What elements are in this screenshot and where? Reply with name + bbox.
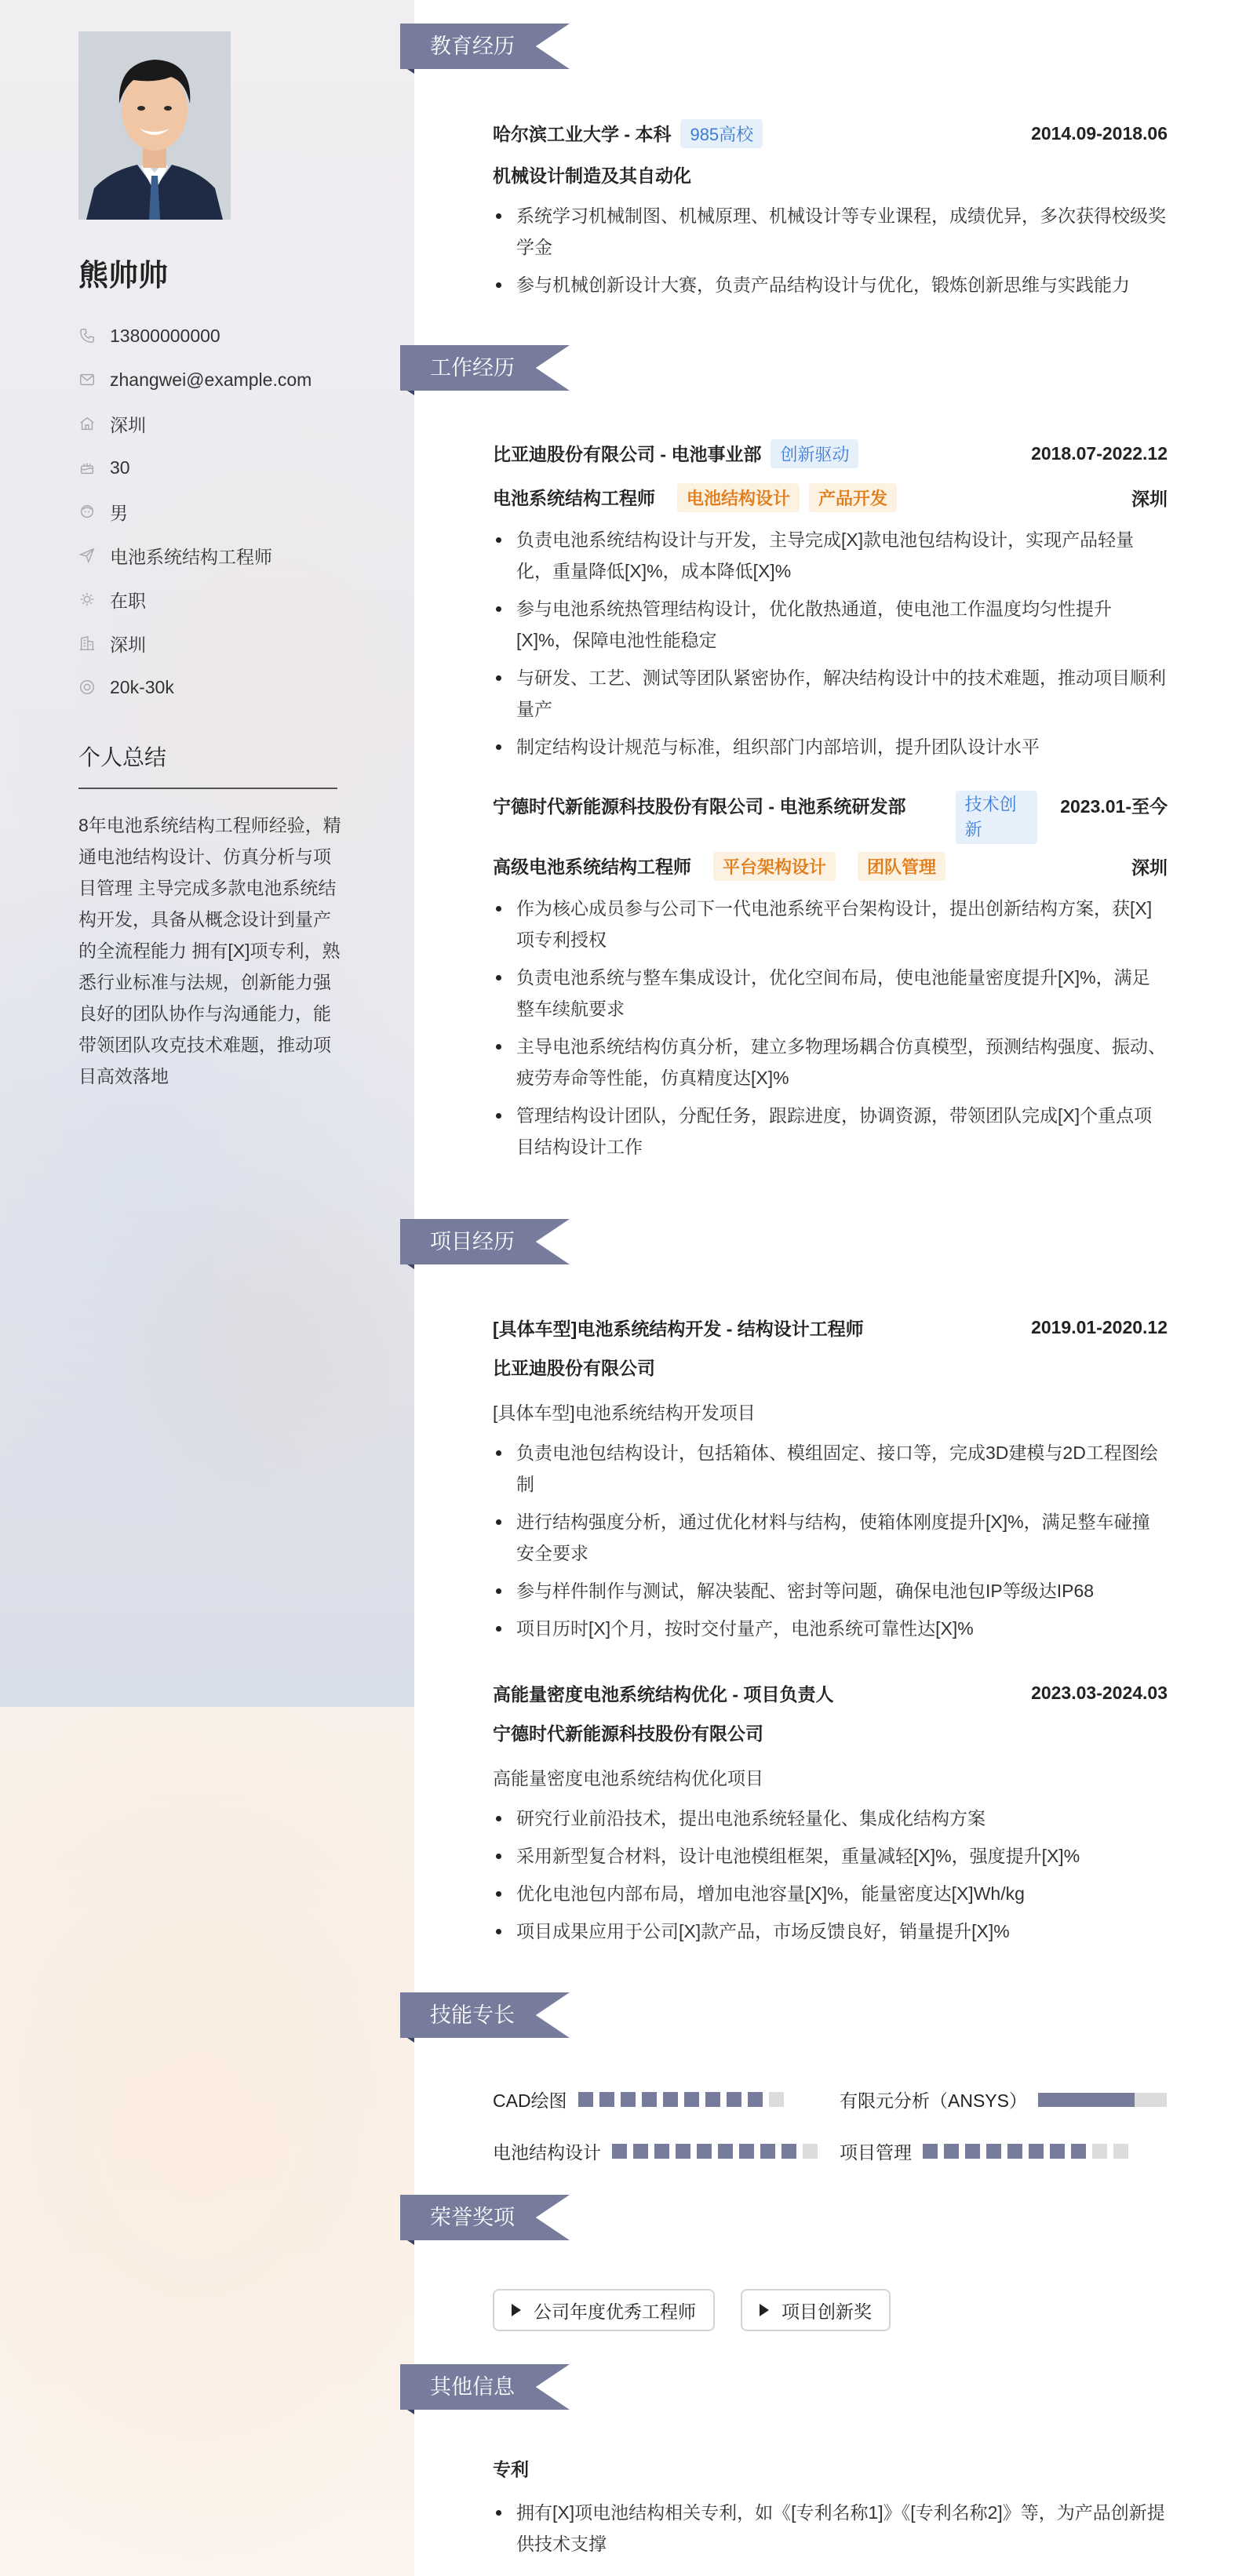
skill-level-square xyxy=(739,2144,754,2159)
job-location: 深圳 xyxy=(1131,857,1168,878)
project-title: [具体车型]电池系统结构开发 - 结构设计工程师 xyxy=(493,1318,864,1339)
list-item: 进行结构强度分析，通过优化材料与结构，使箱体刚度提升[X]%，满足整车碰撞安全要求 xyxy=(493,1506,1168,1569)
honor-label: 项目创新奖 xyxy=(781,2301,872,2322)
job-location: 深圳 xyxy=(1131,488,1168,509)
skill-name: 有限元分析（ANSYS） xyxy=(840,2090,1027,2111)
skill-level-square xyxy=(642,2092,657,2107)
info-hometown: 深圳 xyxy=(110,414,146,435)
section-header-honors xyxy=(400,2195,570,2240)
skill-level-squares xyxy=(612,2144,818,2159)
project-bullets xyxy=(493,1803,1168,1947)
section-header-work xyxy=(400,345,570,391)
work-bullets xyxy=(493,893,1168,1162)
skill-level-bar xyxy=(1038,2093,1167,2107)
list-item: 负责电池系统与整车集成设计，优化空间布局，使电池能量密度提升[X]%，满足整车续航要求 xyxy=(493,962,1168,1024)
skill-level-square xyxy=(697,2144,712,2159)
work-entry-1 xyxy=(493,436,1168,762)
skill-level-square xyxy=(718,2144,733,2159)
city-icon xyxy=(78,635,96,652)
list-item: 与研发、工艺、测试等团队紧密协作，解决结构设计中的技术难题，推动项目顺利量产 xyxy=(493,662,1168,725)
avatar xyxy=(78,31,231,220)
skill-level-squares xyxy=(923,2144,1128,2159)
skill-level-square xyxy=(676,2144,690,2159)
list-item: 项目成果应用于公司[X]款产品，市场反馈良好，销量提升[X]% xyxy=(493,1916,1168,1947)
play-triangle-icon xyxy=(760,2304,769,2316)
list-item: 作为核心成员参与公司下一代电池系统平台架构设计，提出创新结构方案，获[X]项专利授权 xyxy=(493,893,1168,955)
info-phone: 13800000000 xyxy=(110,325,220,346)
list-item: 项目历时[X]个月，按时交付量产，电池系统可靠性达[X]% xyxy=(493,1613,1168,1644)
summary-title: 个人总结 xyxy=(78,740,337,789)
position-icon xyxy=(78,547,96,564)
skill-level-square xyxy=(1113,2144,1128,2159)
list-item: 拥有[X]项电池结构相关专利，如《[专利名称1]》《[专利名称2]》等，为产品创新提供技术支撑 xyxy=(493,2497,1168,2560)
skill-level-square xyxy=(1092,2144,1107,2159)
work-entry-2 xyxy=(493,791,1168,1162)
candidate-name: 熊帅帅 xyxy=(78,260,169,293)
list-item: 系统学习机械制图、机械原理、机械设计等专业课程，成绩优异，多次获得校级奖学金 xyxy=(493,200,1168,263)
skill-name: 电池结构设计 xyxy=(493,2142,601,2163)
project-date: 2023.03-2024.03 xyxy=(1031,1682,1168,1703)
skill-level-square xyxy=(663,2092,678,2107)
project-bullets xyxy=(493,1437,1168,1644)
info-row-phone xyxy=(78,314,345,358)
skill-name: 项目管理 xyxy=(840,2142,912,2163)
project-company: 比亚迪股份有限公司 xyxy=(493,1358,655,1378)
skill-level-square xyxy=(923,2144,938,2159)
education-major: 机械设计制造及其自动化 xyxy=(493,166,691,186)
role-tag: 电池结构设计 xyxy=(677,483,800,512)
project-entry-2 xyxy=(493,1675,1168,1947)
education-entry xyxy=(493,116,1168,300)
skill-level-fill xyxy=(1038,2093,1135,2107)
list-item: 主导电池系统结构仿真分析，建立多物理场耦合仿真模型，预测结构强度、振动、疲劳寿命等性能，仿真精度达[X]% xyxy=(493,1031,1168,1093)
role-tag: 团队管理 xyxy=(858,852,945,881)
list-item: 负责电池系统结构设计与开发，主导完成[X]款电池包结构设计，实现产品轻量化，重量降低[X]%，成本降低[X]% xyxy=(493,524,1168,587)
skill-level-square xyxy=(654,2144,669,2159)
project-name: 高能量密度电池系统结构优化项目 xyxy=(493,1768,763,1788)
role-tag: 平台架构设计 xyxy=(713,852,836,881)
list-item: 优化电池包内部布局，增加电池容量[X]%，能量密度达[X]Wh/kg xyxy=(493,1878,1168,1909)
section-title-education: 教育经历 xyxy=(430,35,515,58)
contact-info-list xyxy=(78,314,345,709)
skill-item xyxy=(493,2087,784,2112)
skill-level-square xyxy=(1029,2144,1044,2159)
section-title-honors: 荣誉奖项 xyxy=(430,2206,515,2229)
section-title-skills: 技能专长 xyxy=(430,2003,515,2027)
info-row-age xyxy=(78,446,345,489)
skill-level-square xyxy=(748,2092,763,2107)
skill-level-square xyxy=(803,2144,818,2159)
honor-badge xyxy=(741,2289,891,2331)
email-icon xyxy=(78,371,96,388)
skill-item xyxy=(840,2138,1128,2164)
list-item: 参与机械创新设计大赛，负责产品结构设计与优化，锻炼创新思维与实践能力 xyxy=(493,269,1168,300)
job-role: 电池系统结构工程师 xyxy=(493,487,655,508)
skill-level-squares xyxy=(578,2092,784,2107)
skill-name: CAD绘图 xyxy=(493,2090,567,2111)
other-title: 专利 xyxy=(493,2459,529,2480)
work-date: 2018.07-2022.12 xyxy=(1031,442,1168,464)
section-header-education xyxy=(400,24,570,69)
skill-item xyxy=(493,2138,818,2164)
list-item: 研究行业前沿技术，提出电池系统轻量化、集成化结构方案 xyxy=(493,1803,1168,1834)
other-entry xyxy=(493,2455,1168,2560)
project-title: 高能量密度电池系统结构优化 - 项目负责人 xyxy=(493,1683,834,1705)
info-position: 电池系统结构工程师 xyxy=(110,546,272,567)
education-date: 2014.09-2018.06 xyxy=(1031,122,1168,144)
project-company: 宁德时代新能源科技股份有限公司 xyxy=(493,1723,763,1744)
skill-level-square xyxy=(621,2092,636,2107)
info-salary: 20k-30k xyxy=(110,676,174,697)
education-bullets xyxy=(493,200,1168,300)
section-header-skills xyxy=(400,1992,570,2038)
info-row-email xyxy=(78,358,345,402)
skill-level-square xyxy=(760,2144,775,2159)
skill-level-square xyxy=(986,2144,1001,2159)
info-city: 深圳 xyxy=(110,634,146,655)
play-triangle-icon xyxy=(512,2304,521,2316)
role-tag: 产品开发 xyxy=(809,483,897,512)
info-row-city xyxy=(78,621,345,665)
info-email: zhangwei@example.com xyxy=(110,369,312,390)
company-tag: 创新驱动 xyxy=(771,439,858,468)
work-bullets xyxy=(493,524,1168,762)
info-age: 30 xyxy=(110,457,130,478)
info-row-salary xyxy=(78,665,345,709)
gender-icon xyxy=(78,503,96,520)
list-item: 采用新型复合材料，设计电池模组框架，重量减轻[X]%，强度提升[X]% xyxy=(493,1840,1168,1872)
honor-label: 公司年度优秀工程师 xyxy=(534,2301,696,2322)
section-header-other xyxy=(400,2364,570,2410)
list-item: 管理结构设计团队，分配任务，跟踪进度，协调资源，带领团队完成[X]个重点项目结构设计工作 xyxy=(493,1100,1168,1162)
list-item: 参与电池系统热管理结构设计，优化散热通道，使电池工作温度均匀性提升[X]%，保障电池性能稳定 xyxy=(493,593,1168,656)
skill-level-square xyxy=(781,2144,796,2159)
job-role: 高级电池系统结构工程师 xyxy=(493,856,691,877)
skill-level-square xyxy=(599,2092,614,2107)
info-gender: 男 xyxy=(110,502,128,523)
skill-level-square xyxy=(727,2092,741,2107)
skill-level-square xyxy=(769,2092,784,2107)
project-date: 2019.01-2020.12 xyxy=(1031,1316,1168,1337)
skill-level-square xyxy=(578,2092,593,2107)
list-item: 参与样件制作与测试，解决装配、密封等问题，确保电池包IP等级达IP68 xyxy=(493,1575,1168,1606)
work-date: 2023.01-至今 xyxy=(1060,796,1168,817)
avatar-portrait xyxy=(78,31,231,220)
skill-level-square xyxy=(1007,2144,1022,2159)
info-row-position xyxy=(78,533,345,577)
skill-level-square xyxy=(612,2144,627,2159)
project-name: [具体车型]电池系统结构开发项目 xyxy=(493,1403,756,1423)
skill-item xyxy=(840,2087,1167,2112)
school-name: 哈尔滨工业大学 - 本科 xyxy=(493,123,672,144)
company-name: 比亚迪股份有限公司 - 电池事业部 xyxy=(493,443,762,464)
home-icon xyxy=(78,415,96,432)
info-row-gender xyxy=(78,489,345,533)
age-icon xyxy=(78,459,96,476)
info-status: 在职 xyxy=(110,590,146,611)
skill-level-square xyxy=(965,2144,980,2159)
company-tag: 技术创新 xyxy=(956,791,1037,844)
school-tag: 985高校 xyxy=(680,119,763,148)
honor-badge xyxy=(493,2289,715,2331)
info-row-home xyxy=(78,402,345,446)
salary-icon xyxy=(78,679,96,696)
other-bullets xyxy=(493,2497,1168,2560)
skill-level-square xyxy=(633,2144,648,2159)
list-item: 制定结构设计规范与标准，组织部门内部培训，提升团队设计水平 xyxy=(493,731,1168,762)
skill-level-square xyxy=(684,2092,699,2107)
section-title-other: 其他信息 xyxy=(430,2375,515,2399)
section-title-project: 项目经历 xyxy=(430,1230,515,1253)
project-entry-1 xyxy=(493,1310,1168,1644)
status-icon xyxy=(78,591,96,608)
skill-level-square xyxy=(705,2092,720,2107)
summary-text: 8年电池系统结构工程师经验，精通电池结构设计、仿真分析与项目管理 主导完成多款电池系统结构开发，具备从概念设计到量产的全流程能力 拥有[X]项专利，熟悉行业标准与法规，创新能力强 良好的团队协作与沟通能力，能带领团队攻克技术难题，推动项目高效落地 xyxy=(78,815,341,1086)
skill-level-square xyxy=(1050,2144,1065,2159)
phone-icon xyxy=(78,327,96,344)
list-item: 负责电池包结构设计，包括箱体、模组固定、接口等，完成3D建模与2D工程图绘制 xyxy=(493,1437,1168,1500)
skill-level-square xyxy=(1071,2144,1086,2159)
info-row-status xyxy=(78,577,345,621)
section-title-work: 工作经历 xyxy=(430,356,515,380)
company-name: 宁德时代新能源科技股份有限公司 - 电池系统研发部 xyxy=(493,796,906,817)
section-header-project xyxy=(400,1219,570,1264)
skill-level-square xyxy=(944,2144,959,2159)
